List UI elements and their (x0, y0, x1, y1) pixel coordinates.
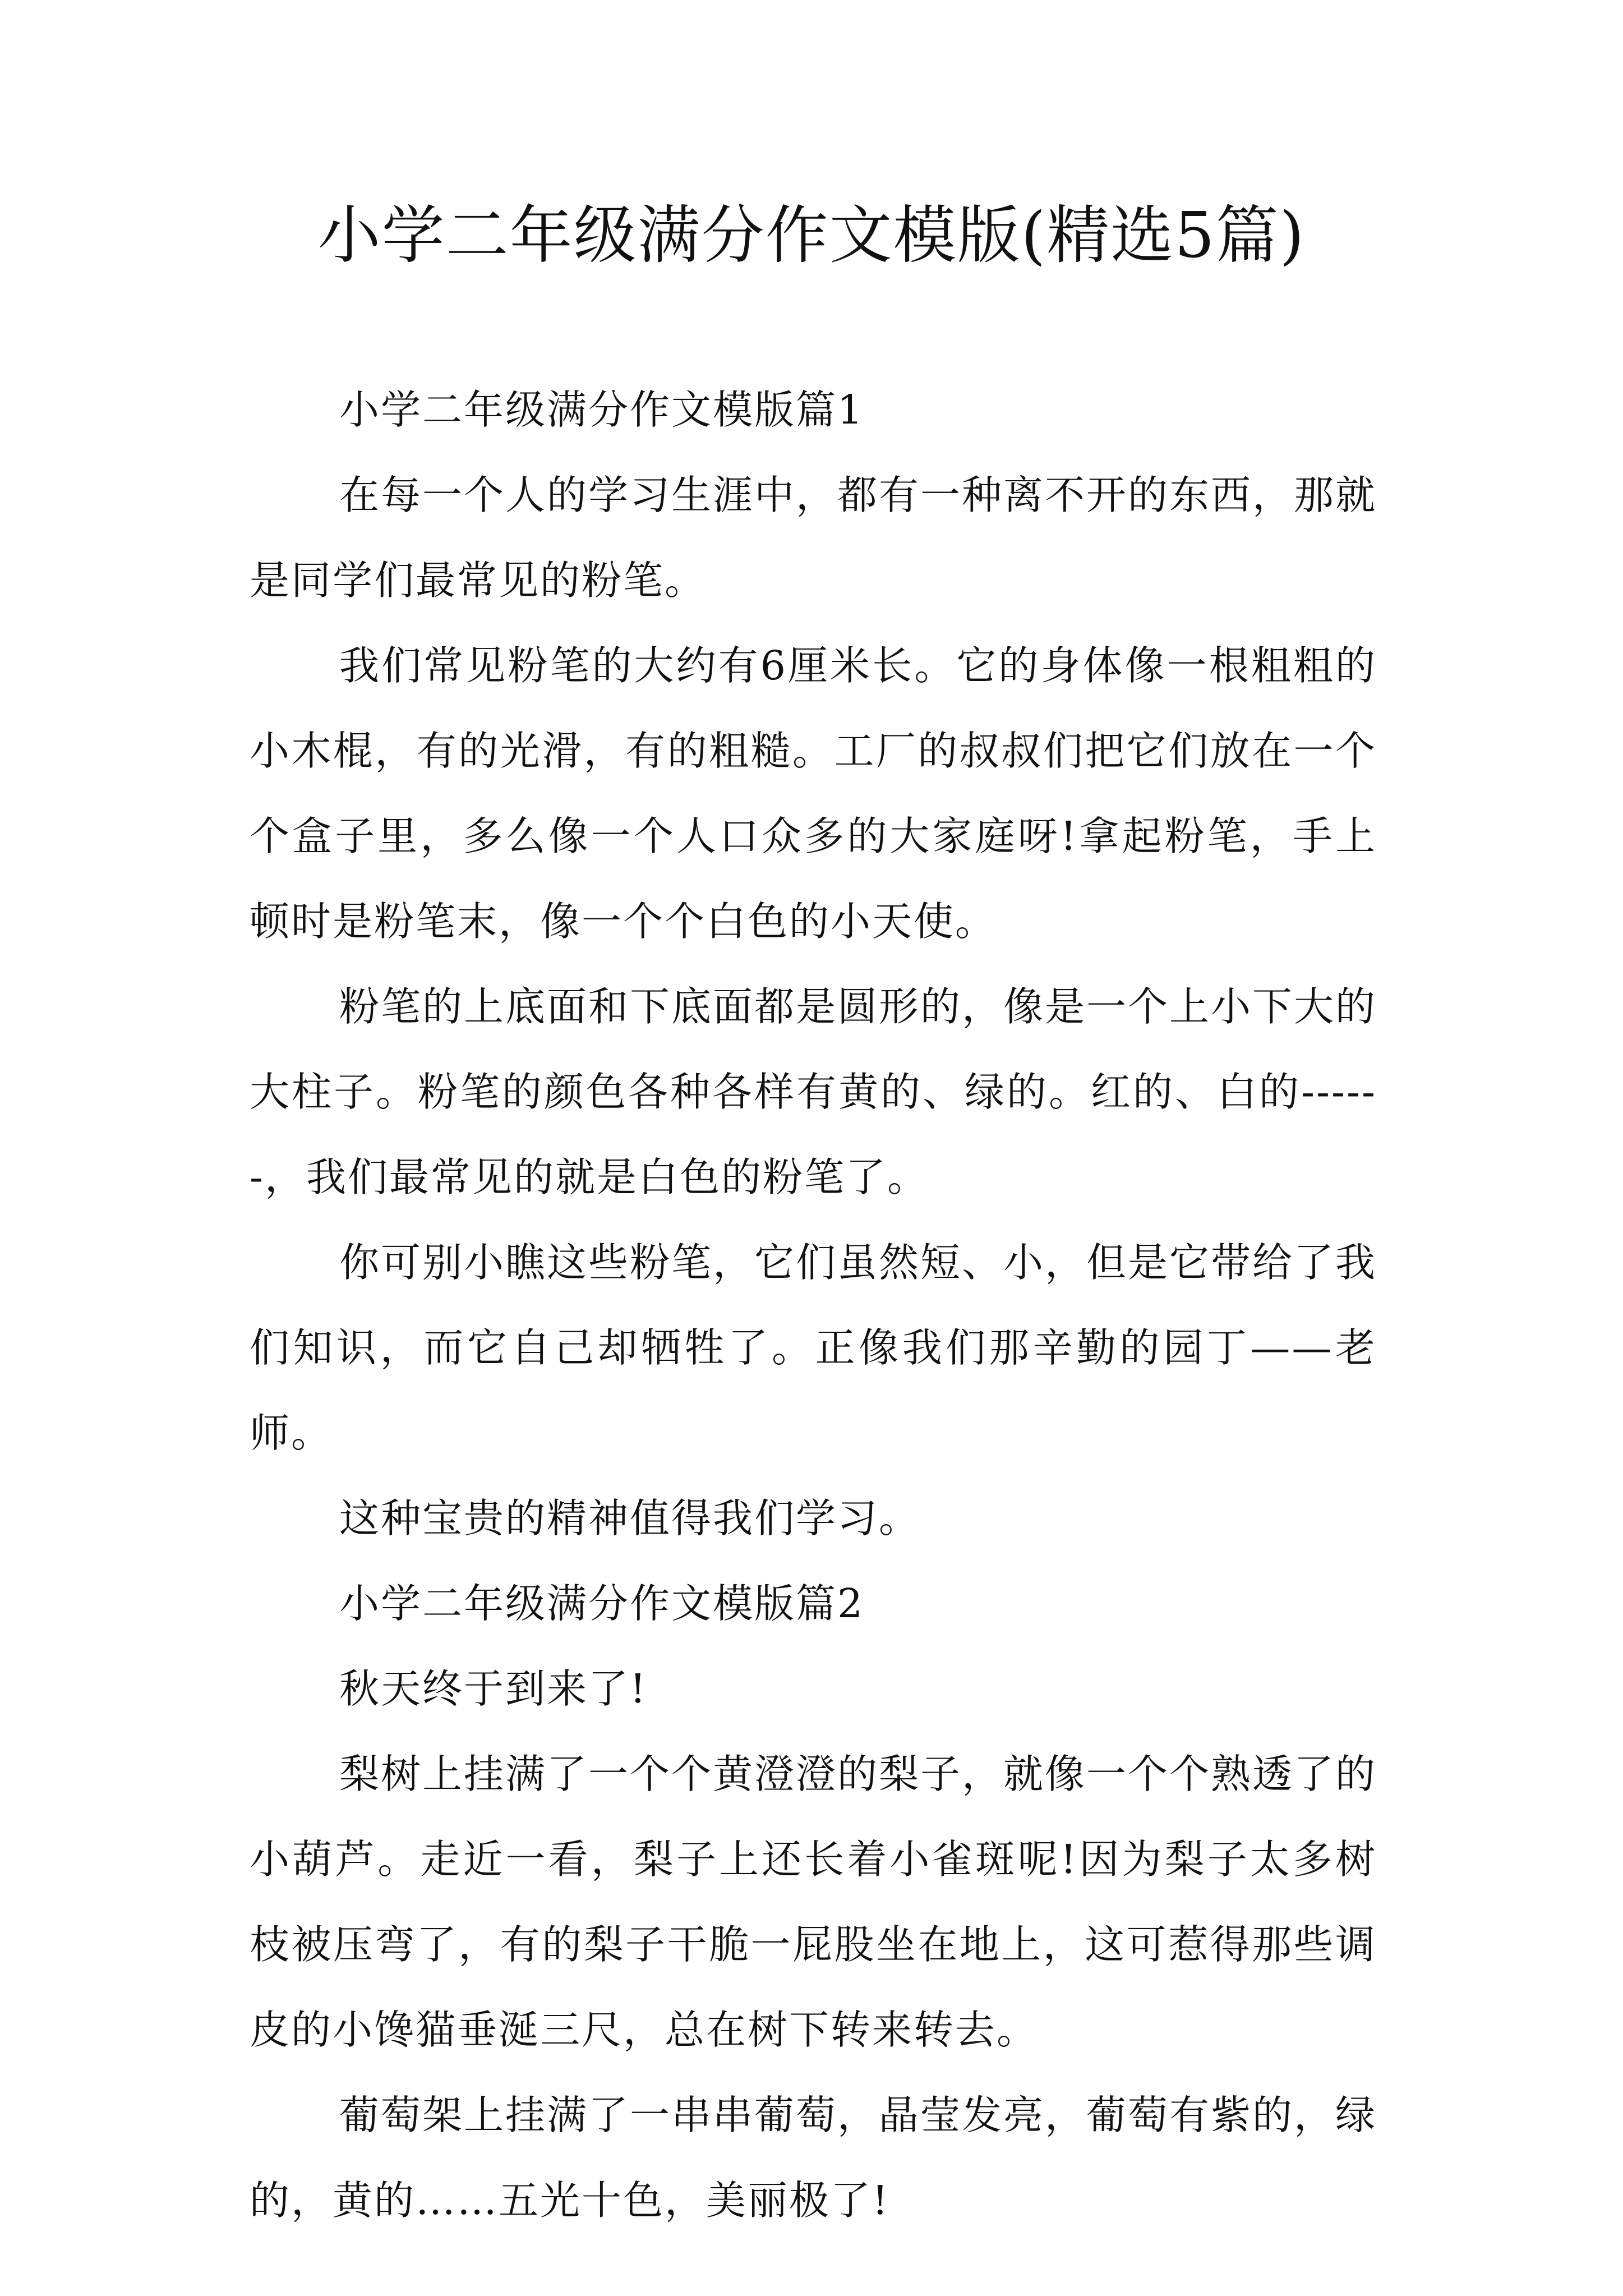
body-paragraph: 在每一个人的学习生涯中，都有一种离不开的东西，那就是同学们最常见的粉笔。 (250, 472, 1377, 604)
body-paragraph: 这种宝贵的精神值得我们学习。 (339, 1495, 921, 1542)
body-paragraph: 秋天终于到来了! (339, 1665, 648, 1712)
document-title: 小学二年级满分作文模版(精选5篇) (317, 199, 1306, 272)
body-paragraph: 你可别小瞧这些粉笔，它们虽然短、小，但是它带给了我们知识，而它自己却牺牲了。正像我们那辛勤的园丁——老师。 (250, 1239, 1377, 1456)
body-paragraph: 我们常见粉笔的大约有6厘米长。它的身体像一根粗粗的小木棍，有的光滑，有的粗糙。工厂的叔叔们把它们放在一个个盒子里，多么像一个人口众多的大家庭呀!拿起粉笔，手上顿时是粉笔末，像一个个白色的小天使。 (250, 642, 1377, 945)
body-paragraph: 粉笔的上底面和下底面都是圆形的，像是一个上小下大的大柱子。粉笔的颜色各种各样有黄的、绿的。红的、白的------，我们最常见的就是白色的粉笔了。 (250, 983, 1377, 1200)
section-heading-1: 小学二年级满分作文模版篇1 (339, 386, 865, 433)
section-heading-2: 小学二年级满分作文模版篇2 (339, 1580, 865, 1627)
body-paragraph: 葡萄架上挂满了一串串葡萄，晶莹发亮，葡萄有紫的，绿的，黄的……五光十色，美丽极了! (250, 2092, 1377, 2224)
document-body (250, 367, 1377, 2243)
body-paragraph: 梨树上挂满了一个个黄澄澄的梨子，就像一个个熟透了的小葫芦。走近一看，梨子上还长着小雀斑呢!因为梨子太多树枝被压弯了，有的梨子干脆一屁股坐在地上，这可惹得那些调皮的小馋猫垂涎三尺，总在树下转来转去。 (250, 1751, 1377, 2053)
